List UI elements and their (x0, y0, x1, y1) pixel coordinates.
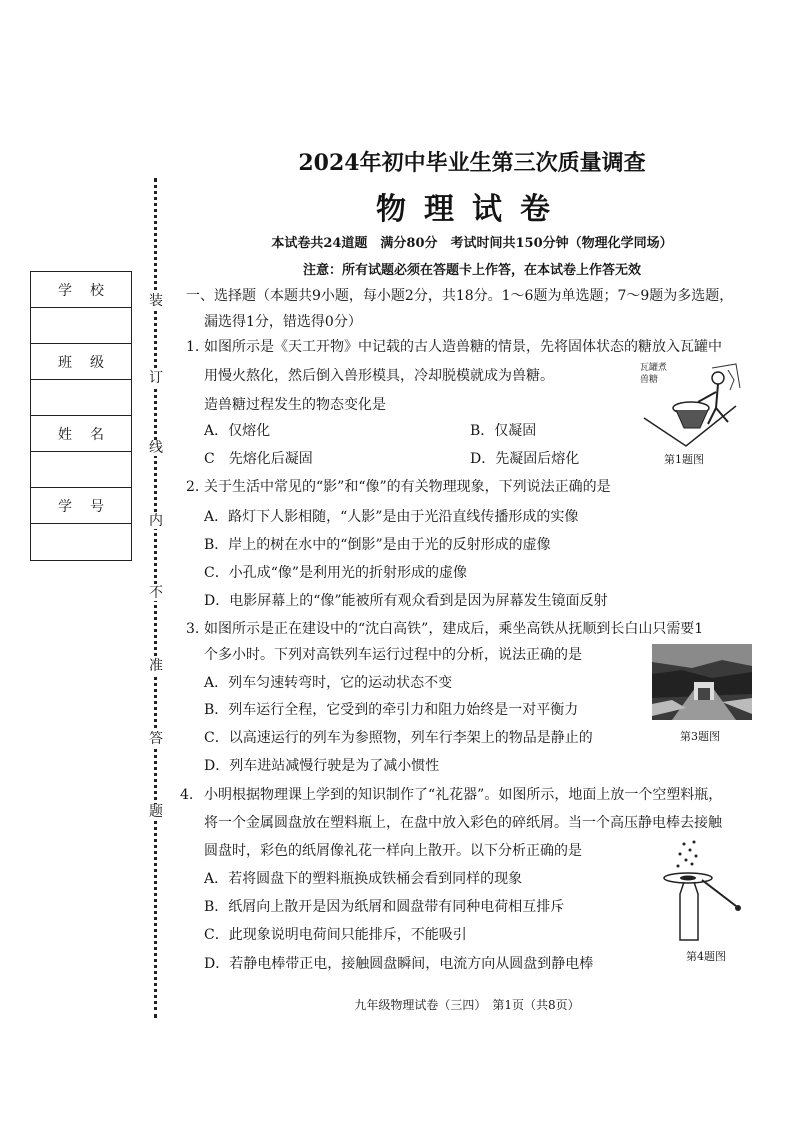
option-b: B．列车运行全程，它受到的牵引力和阻力始终是一对平衡力 (204, 702, 579, 718)
binding-char: 答 (149, 731, 163, 747)
option-a: A．若将圆盘下的塑料瓶换成铁桶会看到同样的现象 (204, 871, 523, 887)
question-text: 用慢火熬化，然后倒入兽形模具，冷却脱模就成为兽糖。 (204, 368, 554, 384)
name-field[interactable] (31, 452, 131, 488)
question-text: 如图所示是正在建设中的“沈白高铁”，建成后，乘坐高铁从抚顺到长白山只需要1 (204, 621, 704, 637)
question-text: 关于生活中常见的“影”和“像”的有关物理现象，下列说法正确的是 (204, 479, 611, 495)
figure-3-railway-photo (652, 644, 752, 720)
option-c: C．此现象说明电荷间只能排斥，不能吸引 (204, 927, 467, 943)
question-text: 圆盘时，彩色的纸屑像礼花一样向上散开。以下分析正确的是 (204, 843, 582, 859)
option-d: D．电影屏幕上的“像”能被所有观众看到是因为屏幕发生镜面反射 (204, 593, 608, 609)
figure-4-confetti-device (656, 836, 756, 946)
binding-char: 装 (149, 293, 163, 309)
figure-3-caption: 第3题图 (680, 730, 720, 743)
option-c: C．以高速运行的列车为参照物，列车行李架上的物品是静止的 (204, 730, 593, 746)
binding-char: 线 (149, 440, 163, 456)
exam-title: 2024年初中毕业生第三次质量调查 (298, 150, 646, 176)
class-field[interactable] (31, 380, 131, 416)
option-b: B．纸屑向上散开是因为纸屑和圆盘带有同种电荷相互排斥 (204, 899, 565, 915)
student-info-table (30, 271, 132, 561)
section-heading-cont: 漏选得1分，错选得0分） (204, 314, 362, 330)
student-id-field[interactable] (31, 524, 131, 560)
option-a: A．仅熔化 (204, 423, 271, 439)
option-c: C 先熔化后凝固 (204, 451, 313, 467)
name-label: 姓名 (31, 416, 131, 452)
school-field[interactable] (31, 308, 131, 344)
question-text: 将一个金属圆盘放在塑料瓶上，在盘中放入彩色的碎纸屑。当一个高压静电棒去接触 (204, 815, 722, 831)
option-b: B．仅凝固 (470, 423, 537, 439)
student-id-label: 学号 (31, 488, 131, 524)
binding-char: 不 (149, 585, 163, 601)
figure-1-caption: 第1题图 (664, 453, 704, 466)
question-text: 如图所示是《天工开物》中记载的古人造兽糖的情景，先将固体状态的糖放入瓦罐中 (204, 339, 722, 355)
exam-notice: 注意：所有试题必须在答题卡上作答，在本试卷上作答无效 (302, 263, 641, 278)
binding-char: 题 (149, 804, 163, 820)
question-number: 3. (186, 621, 200, 637)
page-footer: 九年级物理试卷（三四） 第1页（共8页） (354, 998, 580, 1012)
svg-text:兽糖: 兽糖 (640, 375, 659, 385)
option-d: D．列车进站减慢行驶是为了减小惯性 (204, 758, 440, 774)
question-number: 1. (186, 339, 200, 355)
option-c: C．小孔成“像”是利用光的折射形成的虚像 (204, 565, 468, 581)
school-label: 学校 (31, 272, 131, 308)
question-text: 个多小时。下列对高铁列车运行过程中的分析，说法正确的是 (204, 647, 582, 663)
svg-text:瓦罐煮: 瓦罐煮 (640, 363, 668, 373)
question-number: 4. (180, 787, 194, 803)
binding-char: 准 (149, 658, 163, 674)
subject-title: 物理试卷 (376, 192, 568, 227)
figure-1-candy-making (636, 358, 746, 448)
figure-4-caption: 第4题图 (686, 950, 726, 963)
question-text: 造兽糖过程发生的物态变化是 (204, 397, 386, 413)
binding-char: 订 (149, 370, 163, 386)
section-heading: 一、选择题（本题共9小题，每小题2分，共18分。1～6题为单选题；7～9题为多选题， (186, 288, 734, 304)
exam-info: 本试卷共24道题 满分80分 考试时间共150分钟（物理化学同场） (271, 236, 673, 251)
class-label: 班级 (31, 344, 131, 380)
question-text: 小明根据物理课上学到的知识制作了“礼花器”。如图所示，地面上放一个空塑料瓶， (204, 787, 723, 803)
binding-char: 内 (149, 513, 163, 529)
question-number: 2. (186, 479, 200, 495)
option-d: D．若静电棒带正电，接触圆盘瞬间，电流方向从圆盘到静电棒 (204, 956, 594, 972)
option-d: D．先凝固后熔化 (470, 451, 580, 467)
option-a: A．路灯下人影相随，“人影”是由于光沿直线传播形成的实像 (204, 509, 579, 525)
option-b: B．岸上的树在水中的“倒影”是由于光的反射形成的虚像 (204, 537, 551, 553)
option-a: A．列车匀速转弯时，它的运动状态不变 (204, 675, 453, 691)
